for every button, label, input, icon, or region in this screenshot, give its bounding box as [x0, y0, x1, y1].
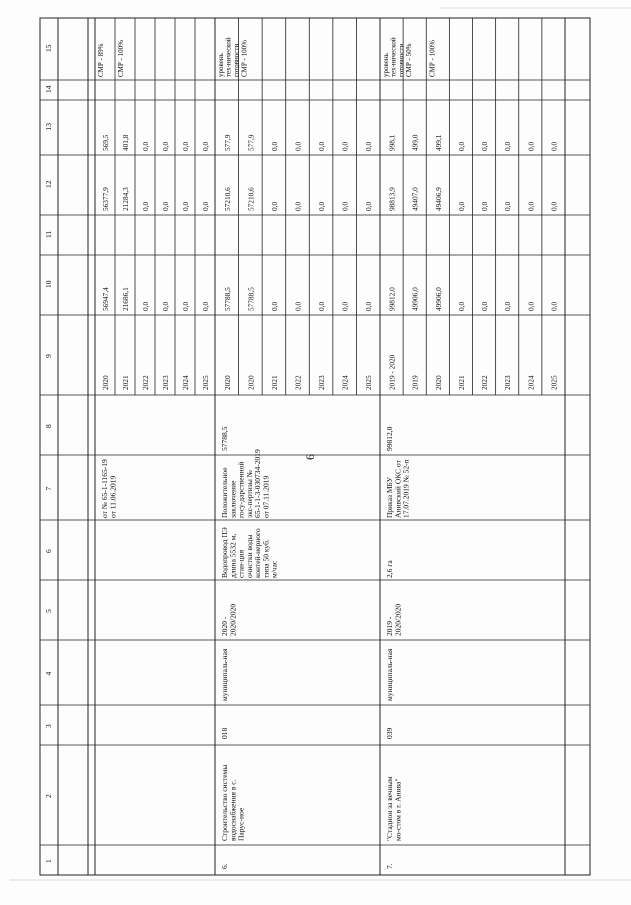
local-budget: 0,0	[181, 141, 190, 151]
object-capacity: 2,6 га	[385, 560, 394, 578]
column-number: 13	[44, 123, 53, 131]
column-number: 8	[44, 424, 53, 428]
page-number: 6	[303, 454, 317, 460]
document-details: Положительноезаключениегосу-дарственнойэкс-пертизы №65-1-1-3-030734-2019от 07.11.2019	[220, 449, 271, 518]
local-budget: 0,0	[456, 141, 466, 151]
regional-budget: 56377,9	[101, 187, 110, 211]
local-budget: 569,5	[101, 134, 110, 151]
construction-period: 2019 -2020/2020	[385, 603, 403, 636]
regional-budget: 0,0	[161, 201, 170, 211]
ownership-form: муниципаль-ная	[220, 648, 229, 701]
readiness-status: СМР - 100%	[428, 40, 437, 77]
column-number: 11	[44, 230, 53, 238]
financing-year: 2023	[317, 375, 327, 390]
local-budget: 577,9	[222, 134, 232, 151]
local-budget: 0,0	[269, 141, 279, 151]
total-amount: 0,0	[503, 301, 513, 311]
financing-year: 2024	[181, 375, 190, 390]
financing-year: 2025	[201, 375, 210, 390]
financing-year: 2021	[269, 375, 279, 390]
column-number: 9	[44, 354, 53, 358]
financing-year: 2023	[161, 375, 170, 390]
local-budget: 0,0	[549, 141, 559, 151]
regional-budget: 0,0	[269, 201, 279, 211]
local-budget: 998,1	[387, 134, 397, 151]
local-budget: 577,9	[246, 134, 256, 151]
financing-year: 2022	[480, 375, 490, 390]
financing-year: 2020	[433, 375, 443, 390]
financing-year: 2023	[503, 375, 513, 390]
local-budget: 0,0	[364, 141, 374, 151]
financing-year: 2021	[456, 375, 466, 390]
column-number: 5	[44, 609, 53, 613]
estimated-cost: 99812,0	[385, 426, 394, 451]
regional-budget: 98813,9	[387, 187, 397, 211]
financing-year: 2019	[410, 375, 420, 390]
financing-year: 2019 - 2020	[387, 354, 397, 390]
object-code: 018	[220, 727, 229, 739]
financing-year: 2025	[549, 375, 559, 390]
construction-period: 2020 -2020/2020	[220, 603, 238, 636]
regional-budget: 0,0	[181, 201, 190, 211]
regional-budget: 57210,6	[222, 187, 232, 211]
total-amount: 0,0	[317, 301, 327, 311]
regional-budget: 0,0	[293, 201, 303, 211]
total-amount: 0,0	[364, 301, 374, 311]
regional-budget: 0,0	[480, 201, 490, 211]
readiness-status: уровеньтех-ническойготовности	[217, 37, 241, 77]
local-budget: 401,8	[121, 134, 130, 151]
local-budget: 499,1	[433, 134, 443, 151]
total-amount: 49906,0	[410, 287, 420, 311]
total-amount: 21686,1	[121, 287, 130, 311]
regional-budget: 0,0	[503, 201, 513, 211]
total-amount: 0,0	[293, 301, 303, 311]
local-budget: 0,0	[526, 141, 536, 151]
local-budget: 0,0	[201, 141, 210, 151]
financing-year: 2022	[293, 375, 303, 390]
financing-year: 2020	[222, 375, 232, 390]
financing-year: 2024	[340, 375, 350, 390]
readiness-status: уровеньтех-ническойготовности	[382, 37, 406, 77]
total-amount: 0,0	[181, 301, 190, 311]
total-amount: 49906,0	[433, 287, 443, 311]
readiness-status: СМР - 89%	[97, 43, 105, 77]
total-amount: 57788,5	[222, 287, 232, 311]
regional-budget: 0,0	[340, 201, 350, 211]
local-budget: 0,0	[317, 141, 327, 151]
local-budget: 0,0	[141, 141, 150, 151]
regional-budget: 0,0	[364, 201, 374, 211]
total-amount: 0,0	[201, 301, 210, 311]
column-number: 10	[44, 280, 53, 288]
column-number: 6	[44, 549, 53, 553]
local-budget: 0,0	[340, 141, 350, 151]
regional-budget: 0,0	[317, 201, 327, 211]
local-budget: 0,0	[503, 141, 513, 151]
readiness-status: СМР - 100%	[117, 40, 125, 77]
total-amount: 0,0	[340, 301, 350, 311]
readiness-status: СМР - 100%	[240, 40, 249, 77]
total-amount: 0,0	[549, 301, 559, 311]
object-name: Строительство системыводоснабжения в с.Парус-ное	[220, 764, 246, 841]
financing-year: 2022	[141, 375, 150, 390]
readiness-status: СМР - 50%	[405, 43, 414, 77]
document-details: Приказ МБУАнивский ОКС от17.07.2019 № 52-п	[385, 459, 411, 518]
regional-budget: 0,0	[141, 201, 150, 211]
object-number: 7.	[385, 863, 394, 869]
total-amount: 0,0	[141, 301, 150, 311]
column-number: 1	[44, 859, 53, 863]
regional-budget: 49406,9	[433, 187, 443, 211]
total-amount: 0,0	[456, 301, 466, 311]
object-name: "Стадион за вечныммо-стом в г. Анива"	[385, 776, 403, 841]
financing-year: 2020	[246, 375, 256, 390]
column-number: 4	[44, 671, 53, 676]
column-number: 14	[44, 85, 53, 93]
regional-budget: 0,0	[201, 201, 210, 211]
total-amount: 57788,5	[246, 287, 256, 311]
financing-year: 2020	[101, 375, 110, 390]
ownership-form: муниципаль-ная	[385, 648, 394, 701]
financing-year: 2024	[526, 375, 536, 390]
local-budget: 0,0	[293, 141, 303, 151]
local-budget: 0,0	[161, 141, 170, 151]
total-amount: 99812,0	[387, 287, 397, 311]
financing-year: 2025	[364, 375, 374, 390]
financing-year: 2021	[121, 375, 130, 390]
object-code: 039	[385, 727, 394, 739]
column-number: 15	[44, 44, 53, 52]
total-amount: 0,0	[269, 301, 279, 311]
total-amount: 56947,4	[101, 287, 110, 311]
regional-budget: 21284,3	[121, 187, 130, 211]
column-number: 12	[44, 180, 53, 188]
local-budget: 499,0	[410, 134, 420, 151]
document-details: от № 65-1-1165-19от 11.06.2019	[100, 459, 118, 518]
object-capacity: Водопровод ПЭдлина 5532 м,стан-цияочистки водыконтей-нерноготипа 50 куб.м/час	[220, 527, 279, 578]
column-number: 3	[44, 724, 53, 728]
regional-budget: 0,0	[526, 201, 536, 211]
regional-budget: 57210,6	[246, 187, 256, 211]
estimated-cost: 57788,5	[220, 426, 229, 451]
total-amount: 0,0	[480, 301, 490, 311]
local-budget: 0,0	[480, 141, 490, 151]
column-number: 2	[44, 794, 53, 798]
regional-budget: 0,0	[456, 201, 466, 211]
regional-budget: 49407,0	[410, 187, 420, 211]
total-amount: 0,0	[161, 301, 170, 311]
total-amount: 0,0	[526, 301, 536, 311]
column-number: 7	[44, 486, 53, 491]
object-number: 6.	[220, 863, 229, 869]
regional-budget: 0,0	[549, 201, 559, 211]
